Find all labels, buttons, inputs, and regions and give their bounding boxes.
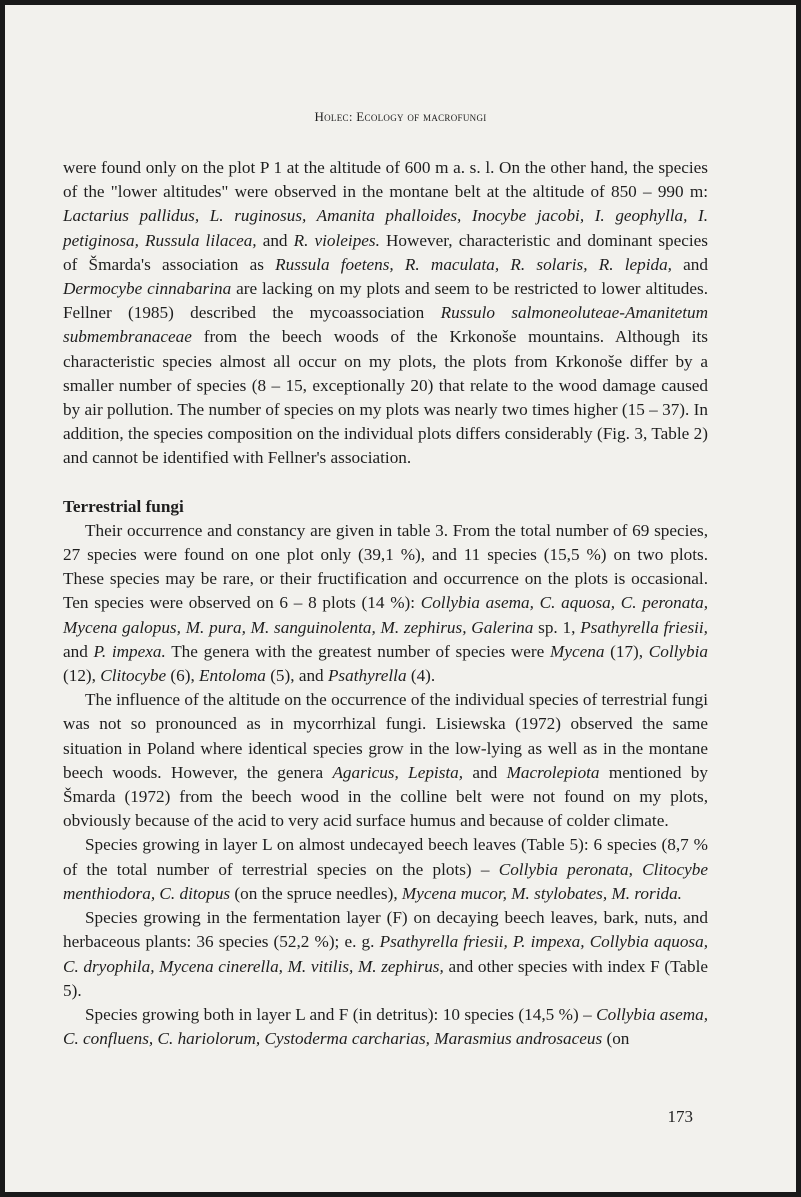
italic-text-run: Psathyrella friesii, bbox=[580, 617, 708, 637]
paragraph bbox=[63, 519, 708, 688]
italic-text-run: Collybia asema, C. aquosa, C. peronata, Mycena galopus, M. pura, M. sanguinolenta, M. zephirus, Galerina bbox=[63, 593, 709, 637]
paragraph bbox=[63, 833, 708, 906]
italic-text-run: Mycena bbox=[550, 641, 605, 661]
italic-text-run: Agaricus, Lepista, bbox=[332, 762, 464, 782]
italic-text-run: Psathyrella bbox=[327, 666, 407, 686]
italic-text-run: Collybia bbox=[648, 641, 708, 661]
paragraph bbox=[63, 906, 708, 1003]
body-text bbox=[63, 156, 708, 1051]
italic-text-run: R. violeipes. bbox=[293, 230, 380, 250]
text-run: were found only on the plot P 1 at the altitude of 600 m a. s. l. On the other hand, the species of the "lower altitudes" were observed in the montane belt at the altitude of 850 – 990 m: bbox=[63, 158, 708, 202]
text-run: and bbox=[671, 254, 708, 274]
page-number: 173 bbox=[667, 1107, 693, 1126]
text-run: The genera with the greatest number of species were bbox=[165, 641, 551, 661]
italic-text-run: Macrolepiota bbox=[506, 762, 600, 782]
text-run: However, characteristic and dominant species of Šmarda's association as bbox=[63, 230, 708, 274]
text-run: The influence of the altitude on the occurrence of the individual species of terrestrial fungi was not so pronounced as in mycorrhizal fungi. Lisiewska (1972) observed the same situation in Poland where identical species grow in the low-lying as well as in the montane beech woods. However, the genera bbox=[63, 690, 708, 782]
italic-text-run: Mycena mucor, M. stylobates, M. rorida. bbox=[401, 883, 682, 903]
text-run: Species growing both in layer L and F (in detritus): 10 species (14,5 %) – bbox=[85, 1004, 597, 1024]
text-run: (6), bbox=[166, 666, 200, 686]
page bbox=[5, 5, 796, 1192]
running-head bbox=[5, 109, 796, 125]
text-run: (on the spruce needles), bbox=[230, 883, 402, 903]
text-run: and bbox=[256, 230, 294, 250]
text-run: (5), and bbox=[265, 666, 328, 686]
text-run: Their occurrence and constancy are given in table 3. From the total number of 69 species, 27 species were found on one plot only (39,1 %), and 11 species (15,5 %) on two plots. These species may be rare, or their fructification and occurrence on the plots is occasional. Ten species were observed on 6 – 8 plots (14 %): bbox=[63, 520, 708, 613]
text-run: sp. 1, bbox=[533, 617, 581, 637]
text-run: Terrestrial fungi bbox=[63, 496, 184, 516]
italic-text-run: Collybia peronata, Clitocybe menthiodora, C. ditopus bbox=[63, 859, 708, 903]
text-run: (12), bbox=[63, 666, 101, 686]
italic-text-run: Lactarius pallidus, L. ruginosus, Amanita phalloides, Inocybe jacobi, I. geophylla, I. petiginosa, Russula lilacea, bbox=[63, 206, 708, 250]
italic-text-run: Collybia asema, C. confluens, C. hariolorum, Cystoderma carcharias, Marasmius androsaceus bbox=[63, 1004, 708, 1049]
italic-text-run: Russula foetens, R. maculata, R. solaris, R. lepida, bbox=[275, 254, 672, 274]
section-heading bbox=[63, 495, 708, 519]
text-run: (on bbox=[602, 1029, 630, 1049]
text-run: mentioned by Šmarda (1972) from the beech wood in the colline belt were not found on my plots, obviously because of the acid to very acid surface humus and because of colder climate. bbox=[63, 762, 708, 831]
running-head-author: Holec: Ecology of macrofungi bbox=[314, 109, 487, 124]
text-run: Species growing in layer L on almost undecayed beech leaves (Table 5): 6 species (8,7 % of the total number of terrestrial species on the plots) – bbox=[63, 835, 708, 879]
italic-text-run: Entoloma bbox=[199, 666, 266, 686]
text-run: Species growing in the fermentation layer (F) on decaying beech leaves, bark, nuts, and herbaceous plants: 36 species (52,2 %); e. g. bbox=[63, 908, 708, 952]
italic-text-run: Dermocybe cinnabarina bbox=[63, 279, 232, 299]
italic-text-run: Psathyrella friesii, P. impexa, Collybia aquosa, C. dryophila, Mycena cinerella, M. vitilis, M. zephirus, bbox=[63, 932, 709, 976]
text-run: (17), bbox=[604, 641, 649, 661]
italic-text-run: Russulo salmoneoluteae-Amanitetum submembranaceae bbox=[63, 303, 708, 347]
paragraph bbox=[63, 688, 708, 833]
text-run: from the beech woods of the Krkonoše mountains. Although its characteristic species almost all occur on my plots, the plots from Krkonoše differ by a smaller number of species (8 – 15, exceptionally 20) that relate to the wood damage caused by air pollution. The number of species on my plots was nearly two times higher (15 – 37). In addition, the species composition on the individual plots differs considerably (Fig. 3, Table 2) and cannot be identified with Fellner's association. bbox=[63, 327, 708, 468]
text-run: and bbox=[463, 762, 507, 782]
paragraph bbox=[63, 156, 708, 471]
italic-text-run: P. impexa. bbox=[93, 641, 166, 661]
text-run: are lacking on my plots and seem to be restricted to lower altitudes. Fellner (1985) described the mycoassociation bbox=[63, 279, 708, 323]
paragraph bbox=[63, 1003, 708, 1051]
text-run: and bbox=[63, 641, 94, 661]
text-run: (4). bbox=[406, 666, 436, 686]
text-run: and other species with index F (Table 5). bbox=[63, 956, 708, 1000]
italic-text-run: Clitocybe bbox=[100, 666, 167, 686]
